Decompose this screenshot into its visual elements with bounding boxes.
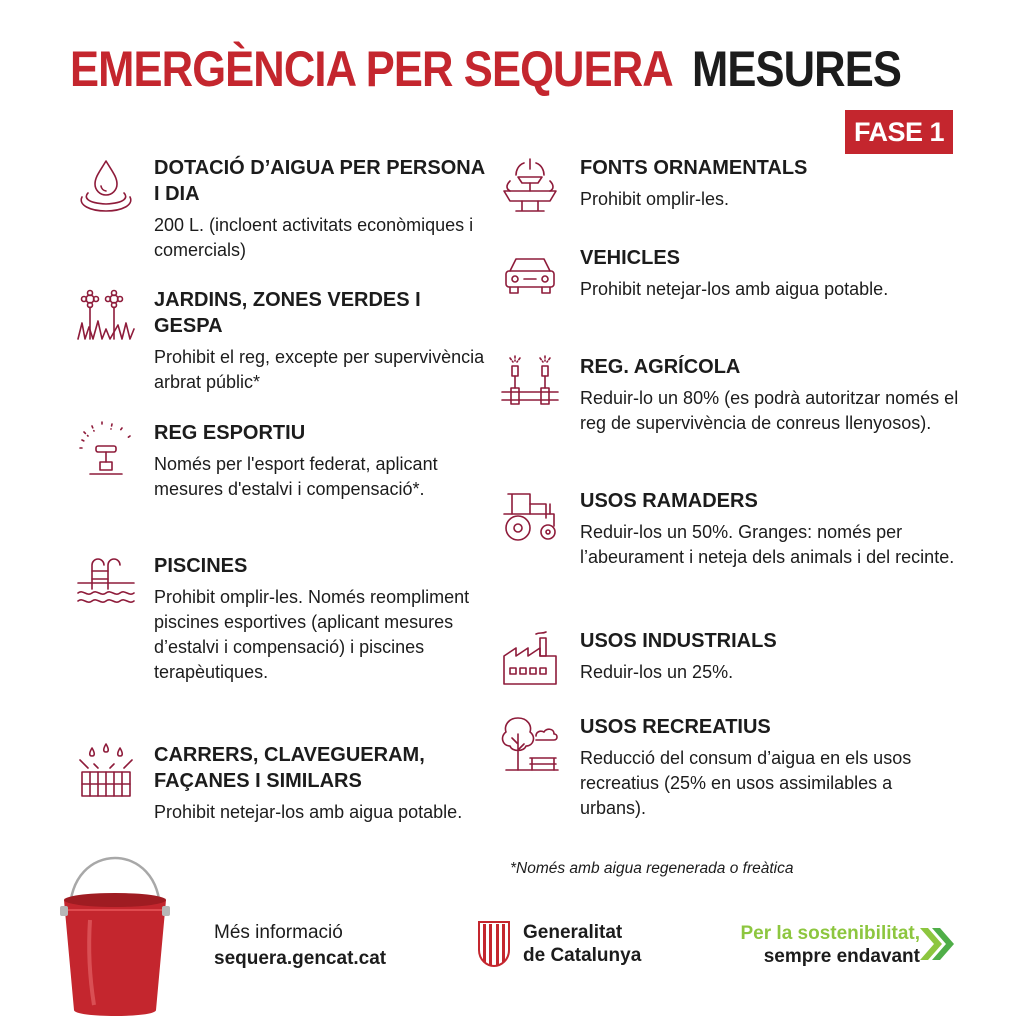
title-emergency: EMERGÈNCIA PER SEQUERA: [70, 41, 673, 97]
measure-text: Prohibit omplir-les.: [580, 189, 730, 209]
slogan-line2: sempre endavant: [763, 946, 920, 967]
measure-text: Prohibit netejar-los amb aigua potable.: [154, 802, 463, 822]
fountain-icon: [500, 155, 560, 215]
car-icon: [500, 245, 560, 305]
measure-title: USOS RECREATIUS: [580, 716, 771, 738]
measure-title: CARRERS, CLAVEGUERAM, FAÇANES I SIMILARS: [154, 744, 425, 792]
more-info-link[interactable]: sequera.gencat.cat: [214, 948, 387, 969]
generalitat-line1: Generalitat: [523, 922, 623, 943]
generalitat-line2: de Catalunya: [523, 945, 642, 966]
more-info: [214, 920, 386, 972]
measure-text: Reduir-lo un 80% (es podrà autoritzar només el reg de supervivència de conreus llenyosos).: [580, 388, 959, 433]
generalitat-logo: [477, 920, 641, 968]
title-measures: MESURES: [691, 41, 902, 97]
garden-flowers-icon: [76, 287, 136, 347]
measure-title: VEHICLES: [580, 247, 681, 269]
pool-ladder-icon: [76, 553, 136, 613]
measure-text: Prohibit omplir-les. Només reompliment piscines esportives (aplicant mesures d’estalvi i compensació) i piscines terapèutiques.: [154, 587, 470, 682]
measure-text: Prohibit el reg, excepte per supervivència arbrat públic*: [154, 347, 485, 392]
measure-title: JARDINS, ZONES VERDES I GESPA: [154, 289, 421, 337]
footnote: *Només amb aigua regenerada o freàtica: [510, 860, 794, 877]
catalonia-shield-icon: [477, 920, 511, 968]
more-info-label: Més informació: [214, 922, 343, 943]
measure-text: 200 L. (incloent activitats econòmiques i comercials): [154, 215, 474, 260]
measure-title: USOS RAMADERS: [580, 490, 758, 512]
agricultural-irrigation-icon: [500, 354, 560, 414]
factory-icon: [500, 628, 560, 688]
measure-text: Només per l'esport federat, aplicant mesures d'estalvi i compensació*.: [154, 454, 438, 499]
water-drop-icon: [76, 155, 136, 215]
measure-title: FONTS ORNAMENTALS: [580, 157, 808, 179]
double-chevron-icon: [918, 924, 956, 964]
measure-title: REG. AGRÍCOLA: [580, 356, 741, 378]
page-title: [70, 40, 902, 110]
measure-text: Reduir-los un 25%.: [580, 662, 734, 682]
measure-title: PISCINES: [154, 555, 248, 577]
measure-text: Reduir-los un 50%. Granges: només per l’abeurament i neteja dels animals i del recinte.: [580, 522, 955, 567]
measure-title: USOS INDUSTRIALS: [580, 630, 777, 652]
tractor-icon: [500, 488, 560, 548]
slogan: [680, 922, 920, 968]
slogan-line1: Per la sostenibilitat,: [740, 923, 920, 944]
street-drain-icon: [76, 742, 136, 802]
measure-text: Reducció del consum d’aigua en els usos recreatius (25% en usos assimilables a urbans).: [580, 748, 912, 818]
measure-title: REG ESPORTIU: [154, 422, 306, 444]
measure-text: Prohibit netejar-los amb aigua potable.: [580, 279, 889, 299]
measure-title: DOTACIÓ D’AIGUA PER PERSONA I DIA: [154, 157, 485, 205]
phase-badge: FASE 1: [845, 110, 953, 154]
park-tree-bench-icon: [500, 714, 560, 774]
sprinkler-icon: [76, 420, 136, 480]
red-bucket-icon: [60, 850, 170, 1020]
